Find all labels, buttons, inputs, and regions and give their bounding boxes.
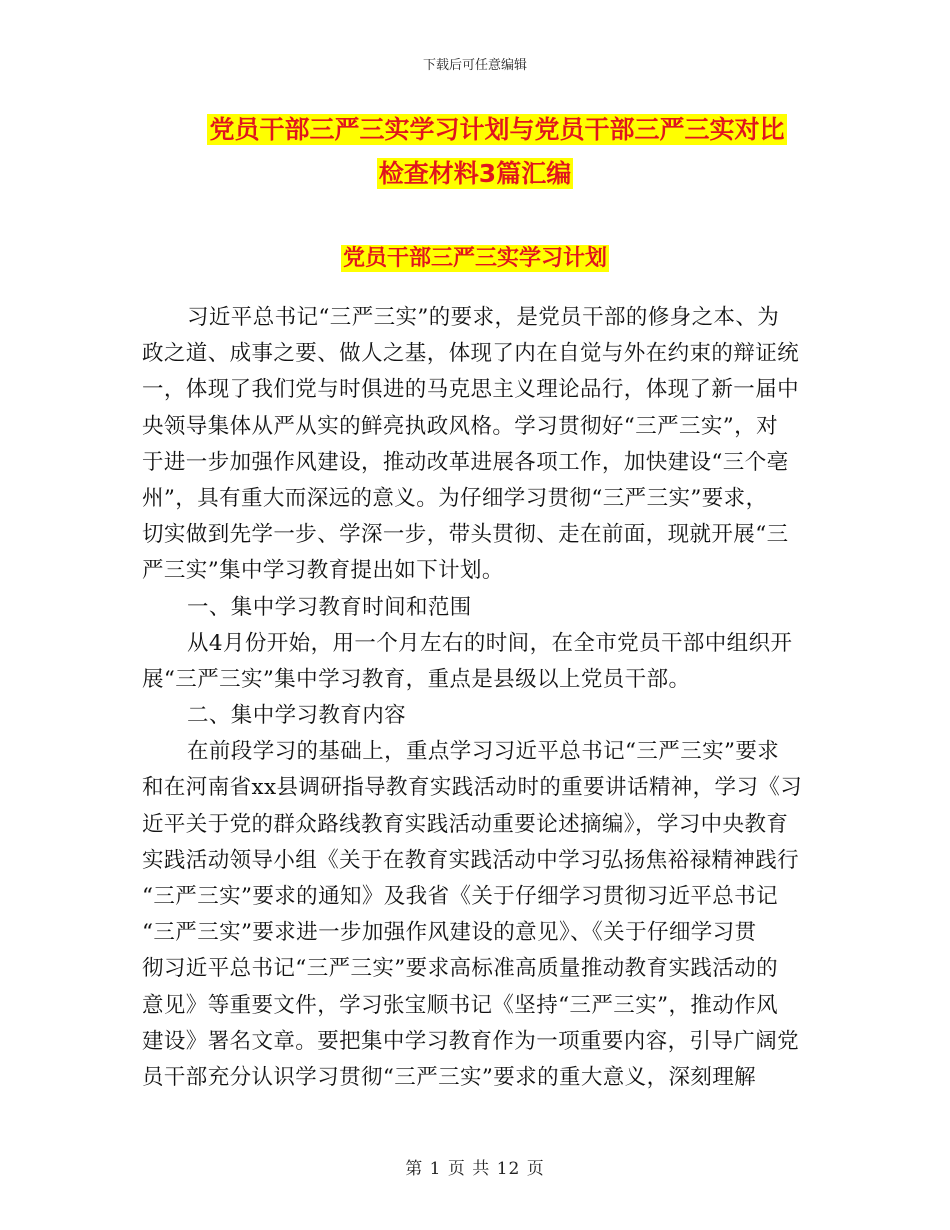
heading-time-and-scope: 一、集中学习教育时间和范围 xyxy=(187,594,472,620)
body-line: 政之道、成事之要、做人之基，体现了内在自觉与外在约束的辩证统 xyxy=(142,341,800,367)
body-line: “三严三实”要求的通知》及我省《关于仔细学习贯彻习近平总书记 xyxy=(142,884,778,909)
body-line: 员干部充分认识学习贯彻“三严三实”要求的重大意义，深刻理解 xyxy=(142,1064,757,1090)
body-line: 建设》署名文章。要把集中学习教育作为一项重要内容，引导广阔党 xyxy=(142,1028,800,1054)
document-title-line-2: 检查材料3篇汇编 xyxy=(378,159,572,188)
body-line: 习近平总书记“三严三实”的要求，是党员干部的修身之本、为 xyxy=(187,305,780,330)
body-line: 央领导集体从严从实的鲜亮执政风格。学习贯彻好“三严三实”，对 xyxy=(142,413,778,439)
section-title: 党员干部三严三实学习计划 xyxy=(342,246,607,271)
body-text xyxy=(142,300,812,1096)
body-line: 在前段学习的基础上，重点学习习近平总书记“三严三实”要求 xyxy=(187,739,780,765)
body-line: 从4月份开始，用一个月左右的时间，在全市党员干部中组织开 xyxy=(187,630,793,656)
body-line: 一，体现了我们党与时俱进的马克思主义理论品行，体现了新一届中 xyxy=(142,377,800,403)
body-line: “三严三实”要求进一步加强作风建设的意见》、《关于仔细学习贯 xyxy=(142,920,757,946)
body-line: 于进一步加强作风建设，推动改革进展各项工作，加快建设“三个亳 xyxy=(142,449,789,475)
page-footer: 第 1 页 共 12 页 xyxy=(405,1159,545,1179)
body-line: 展“三严三实”集中学习教育，重点是县级以上党员干部。 xyxy=(142,666,691,692)
body-line: 实践活动领导小组《关于在教育实践活动中学习弘扬焦裕禄精神践行 xyxy=(142,847,800,873)
body-line: 州”，具有重大而深远的意义。为仔细学习贯彻“三严三实”要求， xyxy=(142,485,768,511)
body-line: 意见》等重要文件，学习张宝顺书记《坚持“三严三实”，推动作风 xyxy=(142,992,778,1018)
body-line: 彻习近平总书记“三严三实”要求高标准高质量推动教育实践活动的 xyxy=(142,956,778,982)
page-header: 下载后可任意编辑 xyxy=(422,58,527,73)
body-line: 和在河南省xx县调研指导教育实践活动时的重要讲话精神，学习《习 xyxy=(142,775,803,801)
heading-content: 二、集中学习教育内容 xyxy=(187,703,407,729)
document-title-line-1: 党员干部三严三实学习计划与党员干部三严三实对比 xyxy=(209,115,785,144)
body-line: 严三实”集中学习教育提出如下计划。 xyxy=(142,558,504,584)
body-line: 切实做到先学一步、学深一步，带头贯彻、走在前面，现就开展“三 xyxy=(142,522,789,548)
body-line: 近平关于党的群众路线教育实践活动重要论述摘编》，学习中央教育 xyxy=(142,811,789,837)
